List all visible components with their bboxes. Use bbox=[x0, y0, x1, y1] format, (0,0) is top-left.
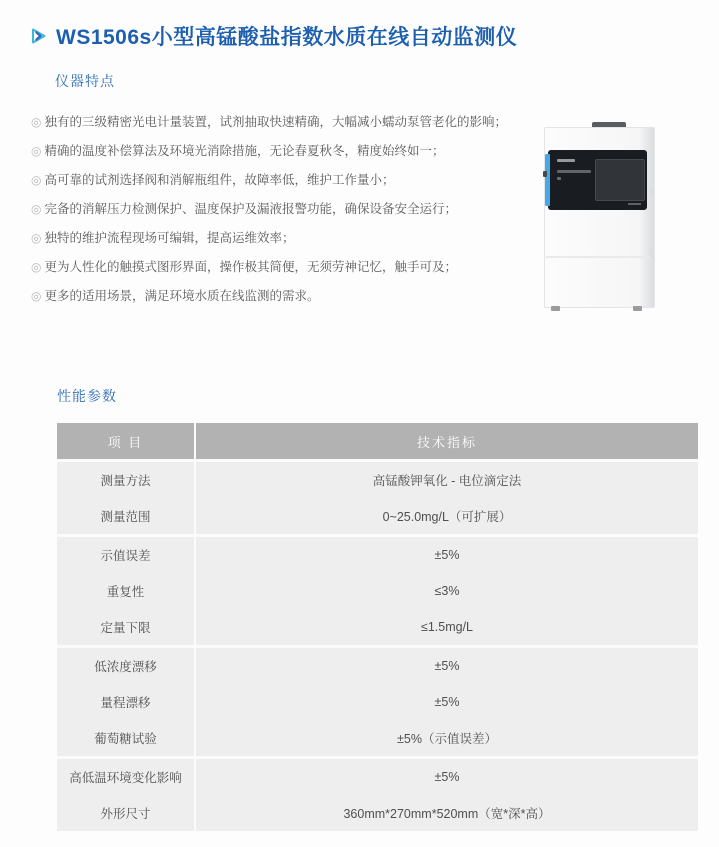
feature-item bbox=[31, 143, 545, 160]
feature-item bbox=[31, 288, 545, 305]
table-header-row bbox=[57, 423, 698, 462]
table-row bbox=[57, 609, 698, 645]
spec-item-cell: 示值误差 bbox=[57, 537, 196, 573]
table-row bbox=[57, 534, 698, 573]
table-row bbox=[57, 756, 698, 795]
table-row bbox=[57, 684, 698, 720]
ring-bullet-icon: ◎ bbox=[31, 202, 42, 216]
spec-item-cell: 重复性 bbox=[57, 573, 196, 609]
spec-value-cell: ±5%（示值误差） bbox=[397, 732, 497, 746]
feature-text: 更为人性化的触摸式图形界面，操作极其简便，无须劳神记忆，触手可及； bbox=[44, 260, 457, 274]
header-value-column: 技术指标 bbox=[416, 434, 477, 450]
spec-item-cell: 测量方法 bbox=[57, 462, 196, 498]
spec-value-cell: ±5% bbox=[434, 548, 460, 562]
spec-value-cell: 360mm*270mm*520mm（宽*深*高） bbox=[343, 807, 551, 821]
spec-item-cell: 测量范围 bbox=[57, 498, 196, 534]
spec-value-cell: ±5% bbox=[434, 695, 460, 709]
feature-text: 精确的温度补偿算法及环境光消除措施，无论春夏秋冬，精度始终如一； bbox=[44, 144, 445, 158]
spec-value-cell: 0~25.0mg/L（可扩展） bbox=[382, 510, 512, 524]
ring-bullet-icon: ◎ bbox=[31, 289, 42, 303]
device-foot bbox=[551, 306, 560, 311]
table-row bbox=[57, 498, 698, 534]
device-side-knob bbox=[543, 171, 547, 177]
device-foot bbox=[633, 306, 642, 311]
ring-bullet-icon: ◎ bbox=[31, 144, 42, 158]
feature-item bbox=[31, 259, 545, 276]
table-row bbox=[57, 462, 698, 498]
feature-item bbox=[31, 230, 545, 247]
spec-value-cell: ±5% bbox=[434, 770, 460, 784]
device-latch bbox=[650, 248, 653, 258]
ring-bullet-icon: ◎ bbox=[31, 115, 42, 129]
device-brand-mark bbox=[557, 159, 575, 162]
table-row bbox=[57, 720, 698, 756]
spec-value-cell: 高锰酸钾氧化 - 电位滴定法 bbox=[372, 474, 522, 488]
header-item-column: 项 目 bbox=[57, 423, 196, 459]
spec-value-cell: ≤3% bbox=[434, 584, 460, 598]
features-list bbox=[31, 114, 545, 317]
device-display-panel bbox=[548, 150, 647, 210]
feature-text: 高可靠的试剂选择阀和消解瓶组件，故障率低，维护工作量小； bbox=[44, 173, 395, 187]
device-model-mark bbox=[628, 203, 641, 205]
feature-item bbox=[31, 201, 545, 218]
spec-value-cell: ±5% bbox=[434, 659, 460, 673]
feature-item bbox=[31, 172, 545, 189]
ring-bullet-icon: ◎ bbox=[31, 231, 42, 245]
device-screen bbox=[595, 159, 645, 201]
ring-bullet-icon: ◎ bbox=[31, 173, 42, 187]
feature-item bbox=[31, 114, 545, 131]
spec-item-cell: 量程漂移 bbox=[57, 684, 196, 720]
spec-table bbox=[57, 423, 698, 831]
page-title: WS1506s小型高锰酸盐指数水质在线自动监测仪 bbox=[56, 26, 518, 49]
device-label-line bbox=[557, 170, 591, 173]
specs-heading: 性能参数 bbox=[57, 388, 117, 404]
spec-item-cell: 定量下限 bbox=[57, 609, 196, 645]
device-door-seam bbox=[546, 256, 652, 258]
feature-text: 独特的维护流程现场可编辑，提高运维效率； bbox=[44, 231, 295, 245]
device-cabinet bbox=[544, 127, 655, 308]
device-blue-strip bbox=[545, 154, 550, 206]
table-row bbox=[57, 795, 698, 831]
device-label-dot bbox=[557, 177, 561, 180]
spec-item-cell: 高低温环境变化影响 bbox=[57, 759, 196, 795]
spec-item-cell: 低浓度漂移 bbox=[57, 648, 196, 684]
product-image bbox=[544, 122, 658, 312]
table-row bbox=[57, 645, 698, 684]
feature-text: 独有的三级精密光电计量装置，试剂抽取快速精确，大幅减小蠕动泵管老化的影响； bbox=[44, 115, 507, 129]
spec-item-cell: 葡萄糖试验 bbox=[57, 720, 196, 756]
page-title-row bbox=[29, 21, 517, 51]
ring-bullet-icon: ◎ bbox=[31, 260, 42, 274]
feature-text: 更多的适用场景，满足环境水质在线监测的需求。 bbox=[44, 289, 320, 303]
table-row bbox=[57, 573, 698, 609]
feature-text: 完备的消解压力检测保护、温度保护及漏液报警功能，确保设备安全运行； bbox=[44, 202, 457, 216]
double-arrow-icon bbox=[29, 26, 49, 46]
features-heading: 仪器特点 bbox=[55, 73, 115, 89]
spec-item-cell: 外形尺寸 bbox=[57, 795, 196, 831]
device-latch bbox=[650, 186, 653, 196]
spec-value-cell: ≤1.5mg/L bbox=[420, 620, 474, 634]
